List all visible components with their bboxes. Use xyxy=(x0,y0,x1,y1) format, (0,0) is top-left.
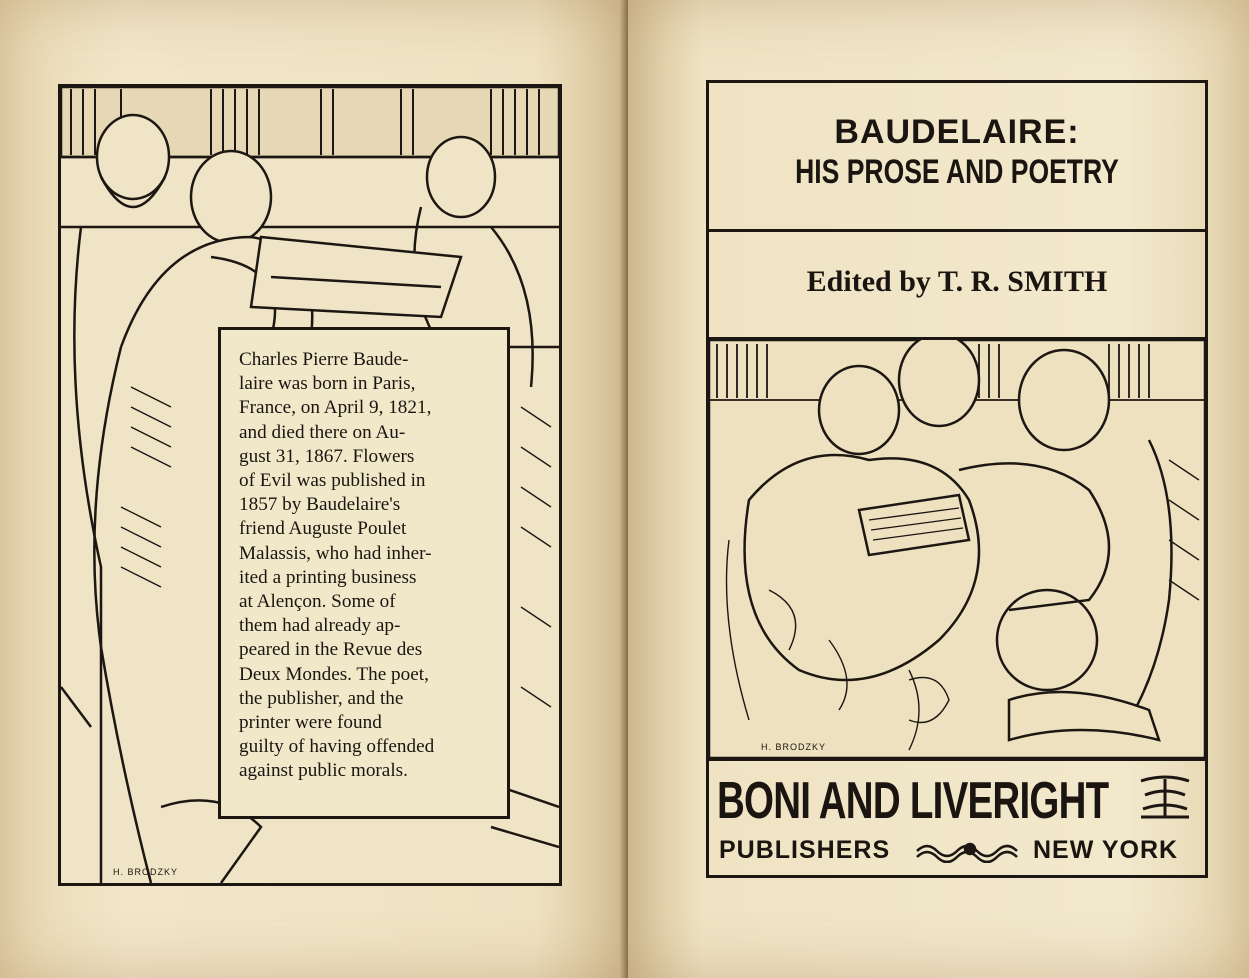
title-page-frame xyxy=(706,80,1208,878)
biography-text: Charles Pierre Baude- laire was born in Paris, France, on April 9, 1821, and died there on Au- gust 31, 1867. Flowers of Evil was published in 1857 by Baudelaire's friend Auguste Poulet Malassis, who had inher- ited a printing business at Alençon. Some of them had already ap- peared in the Revue des Deux Mondes. The poet, the publisher, and the printer were found guilty of having offended against public morals. xyxy=(239,349,435,782)
colophon-ornament-icon xyxy=(1137,775,1193,821)
illustrator-signature-right: H. BRODZKY xyxy=(761,742,827,752)
editor-credit: Edited by T. R. SMITH xyxy=(806,265,1108,298)
book-subtitle: HIS PROSE AND POETRY xyxy=(795,153,1119,191)
decorative-band-icon xyxy=(915,839,1025,863)
book-title: BAUDELAIRE: xyxy=(834,113,1080,151)
illustrator-signature: H. BRODZKY xyxy=(113,867,179,877)
editor-block xyxy=(709,229,1205,340)
publisher-city: NEW YORK xyxy=(1033,836,1179,864)
publisher-block xyxy=(709,761,1205,875)
biography-box xyxy=(218,327,510,819)
title-page-illustration xyxy=(709,340,1205,761)
title-block xyxy=(709,83,1205,232)
publishers-label: PUBLISHERS xyxy=(719,836,891,864)
publisher-name: BONI AND LIVERIGHT xyxy=(717,772,1109,830)
woodcut-illustration-right xyxy=(709,340,1205,758)
